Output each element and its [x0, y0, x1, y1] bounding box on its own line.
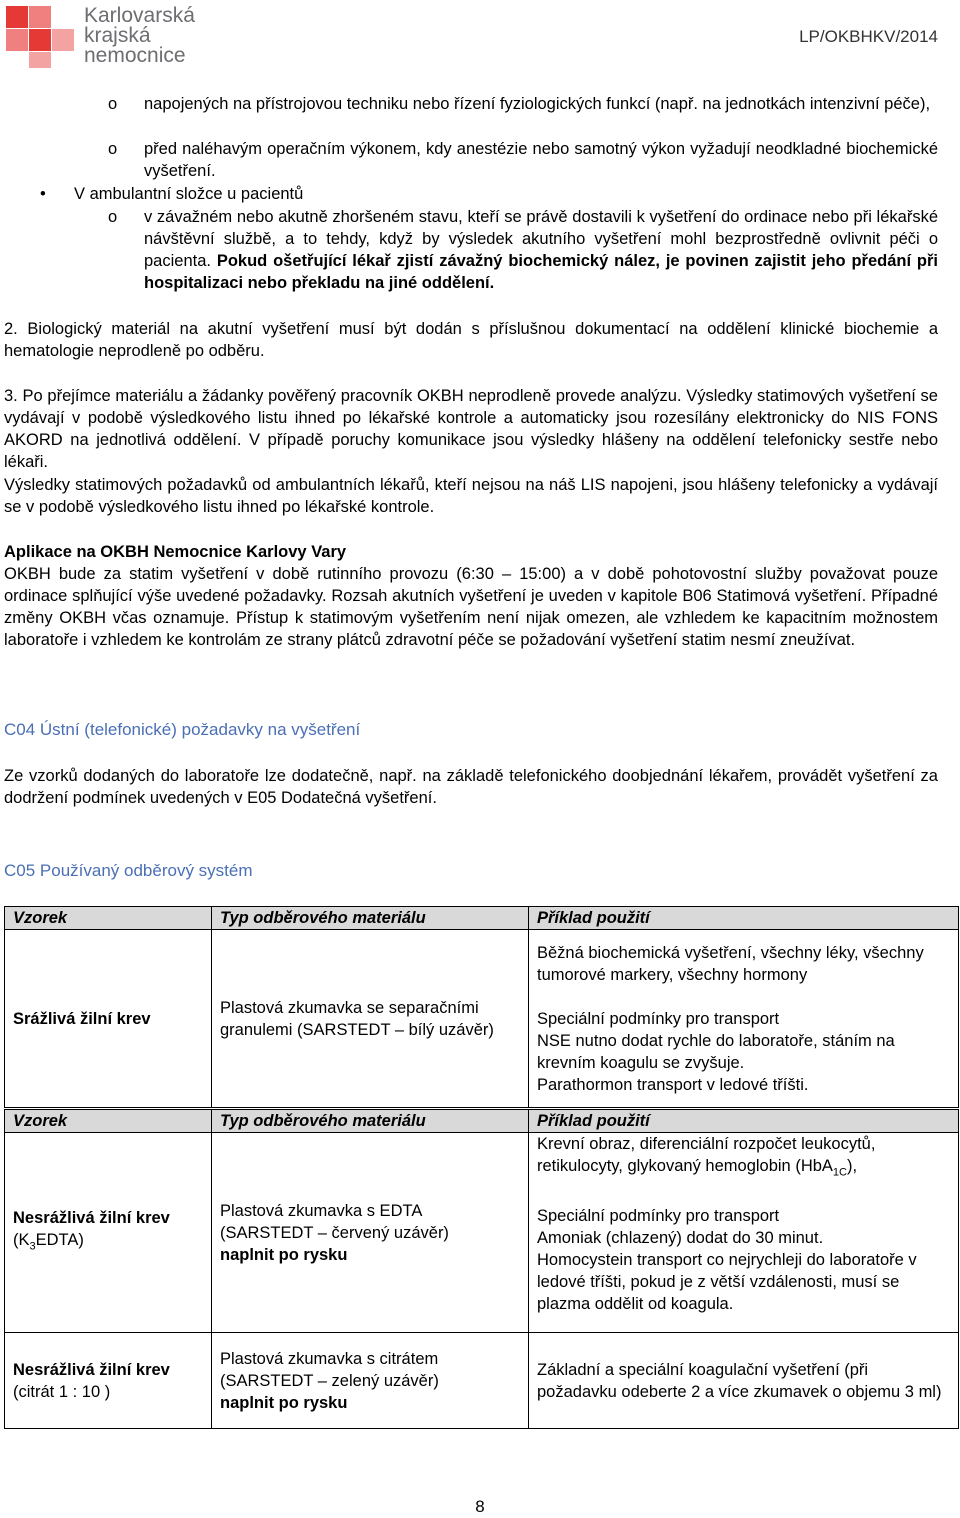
column-header: Typ odběrového materiálu [212, 907, 529, 930]
use-cell: Základní a speciální koagulační vyšetření (při požadavku odeberte 2 a více zkumavek o objemu 3 ml) [529, 1333, 959, 1429]
sample-table [4, 906, 959, 1108]
section-heading: C04 Ústní (telefonické) požadavky na vyšetření [4, 720, 361, 739]
material-cell: Plastová zkumavka s citrátem (SARSTEDT – zelený uzávěr) naplnit po rysku [212, 1333, 529, 1429]
paragraph: Ze vzorků dodaných do laboratoře lze dodatečně, např. na základě telefonického doobjednání lékařem, provádět vyšetření za dodržení podmínek uvedených v E05 Dodatečná vyšetření. [4, 767, 938, 807]
paragraph: 2. Biologický materiál na akutní vyšetření musí být dodán s příslušnou dokumentací na oddělení klinické biochemie a hematologie neprodleně po odběru. [4, 320, 938, 360]
sample-cell: Srážlivá žilní krev [5, 930, 212, 1108]
paragraph: OKBH bude za statim vyšetření v době rutinního provozu (6:30 – 15:00) a v době pohotovostní služby považovat pouze ordinace splňující výše uvedené požadavky. Rozsah akutních vyšetření je uveden v kapitole B06 Statimová vyšetření. Případné změny OKBH včas oznamuje. Přístup k statimovým vyšetřením není nijak omezen, ale vzhledem ke kapacitním možnostem laboratoře i vzhledem ke kontrolám ze strany plátců zdravotní péče se požadování vyšetření statim nesmí zneužívat. [4, 565, 938, 649]
use-cell: Běžná biochemická vyšetření, všechny léky, všechny tumorové markery, všechny hormony Speciální podmínky pro transport NSE nutno dodat rychle do laboratoře, stáním na krevním koagulu se zvyšuje. Parathormon transport v ledové tříšti. [529, 930, 959, 1108]
table-row [5, 930, 959, 1108]
column-header: Příklad použití [529, 907, 959, 930]
document-id: LP/OKBHKV/2014 [799, 27, 938, 46]
hospital-logo [6, 6, 206, 68]
cross-logo-icon [6, 6, 76, 68]
table-row [5, 1333, 959, 1429]
list-item: o před naléhavým operačním výkonem, kdy anestézie nebo samotný výkon vyžadují neodkladné biochemické vyšetření. [108, 140, 938, 180]
paragraph: Výsledky statimových požadavků od ambulantních lékařů, kteří nejsou na náš LIS napojeni, jsou hlášeny telefonicky a vydávají se v podobě výsledkového listu ihned po lékařské kontrole. [4, 476, 938, 516]
column-header: Vzorek [5, 907, 212, 930]
sample-cell: Nesrážlivá žilní krev $(K_3EDTA)$ [5, 1133, 212, 1333]
paragraph: 3. Po přejímce materiálu a žádanky pověřený pracovník OKBH neprodleně provede analýzu. Výsledky statimových vyšetření se vydávají v podobě výsledkového listu ihned po lékařské kontrole a automaticky jsou rozesílány elektronicky do NIS FONS AKORD na jednotlivá oddělení. V případě poruchy komunikace jsou výsledky hlášeny na oddělení telefonicky sestře nebo lékaři. [4, 387, 938, 471]
table-header-row [5, 907, 959, 930]
sample-cell: Nesrážlivá žilní krev (citrát 1 : 10 ) [5, 1333, 212, 1429]
list-item: o napojených na přístrojovou techniku nebo řízení fyziologických funkcí (např. na jednotkách intenzivní péče), [108, 95, 931, 113]
use-cell: Krevní obraz, diferenciální rozpočet leukocytů, retikulocyty, glykovaný hemoglobin (HbA$_{1C}$), Speciální podmínky pro transport Amoniak (chlazený) dodat do 30 minut. Homocystein transport co nejrychleji do laboratoře v ledové tříšti, pokud je z větší vzdálenosti, musí se plazma oddělit od koagula. [529, 1133, 959, 1333]
table-row [5, 1133, 959, 1333]
section-heading: Aplikace na OKBH Nemocnice Karlovy Vary [4, 543, 347, 561]
column-header: Typ odběrového materiálu [212, 1110, 529, 1133]
material-cell: Plastová zkumavka se separačními granulemi (SARSTEDT – bílý uzávěr) [212, 930, 529, 1108]
material-cell: Plastová zkumavka s EDTA (SARSTEDT – červený uzávěr) naplnit po rysku [212, 1133, 529, 1333]
logo-text: Karlovarská krajská nemocnice [84, 4, 195, 67]
section-heading: C05 Používaný odběrový systém [4, 861, 253, 880]
column-header: Vzorek [5, 1110, 212, 1133]
list-item: o v závažném nebo akutně zhoršeném stavu, kteří se právě dostavili k vyšetření do ordinace nebo při lékařské návštěvní službě, a to tehdy, když by výsledek akutního vyšetření mohl bezprostředně ovlivnit péči o pacienta. Pokud ošetřující lékař zjistí závažný biochemický nález, je povinen zajistit jeho předání při hospitalizaci nebo překladu na jiné oddělení. [108, 208, 939, 292]
table-header-row [5, 1110, 959, 1133]
page-number: 8 [475, 1497, 485, 1516]
sample-table [4, 1109, 959, 1429]
bullet-item: • V ambulantní složce u pacientů [40, 185, 304, 203]
column-header: Příklad použití [529, 1110, 959, 1133]
